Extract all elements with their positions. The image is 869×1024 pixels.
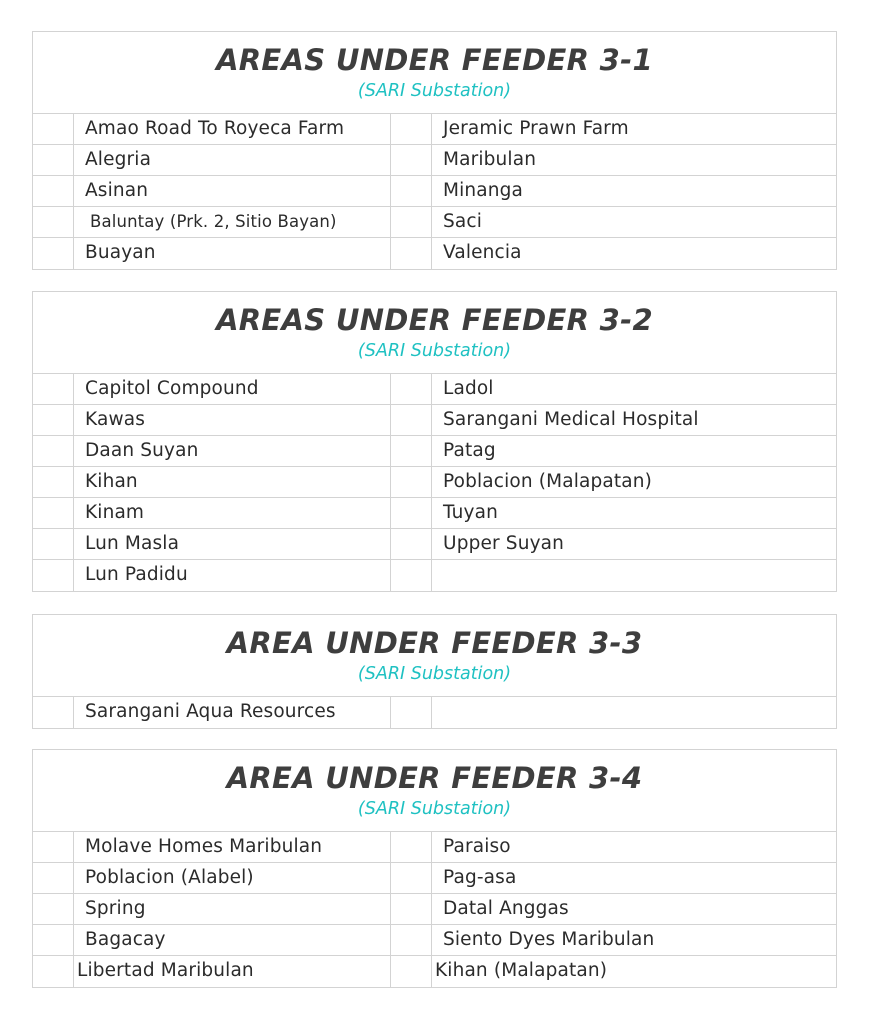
feeder-3-3-table <box>32 614 837 729</box>
area-name: Patag <box>443 440 496 461</box>
area-name: Kawas <box>85 409 145 430</box>
area-name: Baluntay (Prk. 2, Sitio Bayan) <box>90 212 337 231</box>
table-row <box>33 467 836 498</box>
area-name: Minanga <box>443 180 524 201</box>
table-row <box>33 697 836 728</box>
feeder-header <box>33 32 836 114</box>
feeder-title: AREAS UNDER FEEDER 3-1 <box>216 43 653 77</box>
table-row <box>33 498 836 529</box>
area-name: Pag-asa <box>443 867 517 888</box>
table-row <box>33 374 836 405</box>
area-name: Kihan <box>85 471 138 492</box>
table-row <box>33 207 836 238</box>
table-row <box>33 529 836 560</box>
table-row <box>33 145 836 176</box>
area-name: Lun Padidu <box>85 564 188 585</box>
feeder-3-1-table <box>32 31 837 270</box>
area-name: Buayan <box>85 242 156 263</box>
area-name: Datal Anggas <box>443 898 569 919</box>
area-name: Alegria <box>85 149 152 170</box>
table-row <box>33 238 836 269</box>
area-name: Libertad Maribulan <box>77 960 254 981</box>
table-row <box>33 832 836 863</box>
area-name: Spring <box>85 898 146 919</box>
area-name: Upper Suyan <box>443 533 565 554</box>
area-name: Tuyan <box>443 502 498 523</box>
area-name: Daan Suyan <box>85 440 199 461</box>
area-name: Poblacion (Malapatan) <box>443 471 653 492</box>
feeder-header <box>33 615 836 697</box>
table-row <box>33 405 836 436</box>
table-row <box>33 863 836 894</box>
feeder-subtitle: (SARI Substation) <box>357 799 512 819</box>
area-name: Asinan <box>85 180 149 201</box>
area-name: Valencia <box>443 242 522 263</box>
feeder-3-2-table <box>32 291 837 592</box>
area-name: Lun Masla <box>85 533 180 554</box>
area-name: Poblacion (Alabel) <box>85 867 254 888</box>
area-name: Ladol <box>443 378 494 399</box>
table-row <box>33 560 836 591</box>
table-row <box>33 176 836 207</box>
feeder-title: AREAS UNDER FEEDER 3-2 <box>216 303 653 337</box>
area-name: Kinam <box>85 502 145 523</box>
feeder-title: AREA UNDER FEEDER 3-4 <box>226 761 643 795</box>
feeder-subtitle: (SARI Substation) <box>357 81 512 101</box>
feeder-subtitle: (SARI Substation) <box>357 341 512 361</box>
area-name: Saci <box>443 211 482 232</box>
feeder-header <box>33 750 836 832</box>
area-name: Jeramic Prawn Farm <box>443 118 629 139</box>
table-row <box>33 894 836 925</box>
table-row <box>33 956 836 987</box>
area-name: Capitol Compound <box>85 378 259 399</box>
area-name: Bagacay <box>85 929 166 950</box>
feeder-subtitle: (SARI Substation) <box>357 664 512 684</box>
area-name: Maribulan <box>443 149 537 170</box>
feeder-3-4-table <box>32 749 837 988</box>
area-name: Sarangani Aqua Resources <box>85 701 336 722</box>
area-name: Siento Dyes Maribulan <box>443 929 655 950</box>
feeder-title: AREA UNDER FEEDER 3-3 <box>226 626 643 660</box>
table-row <box>33 925 836 956</box>
area-name: Sarangani Medical Hospital <box>443 409 699 430</box>
feeder-header <box>33 292 836 374</box>
area-name: Paraiso <box>443 836 511 857</box>
table-row <box>33 114 836 145</box>
area-name: Amao Road To Royeca Farm <box>85 118 345 139</box>
area-name: Kihan (Malapatan) <box>435 960 608 981</box>
area-name: Molave Homes Maribulan <box>85 836 323 857</box>
table-row <box>33 436 836 467</box>
